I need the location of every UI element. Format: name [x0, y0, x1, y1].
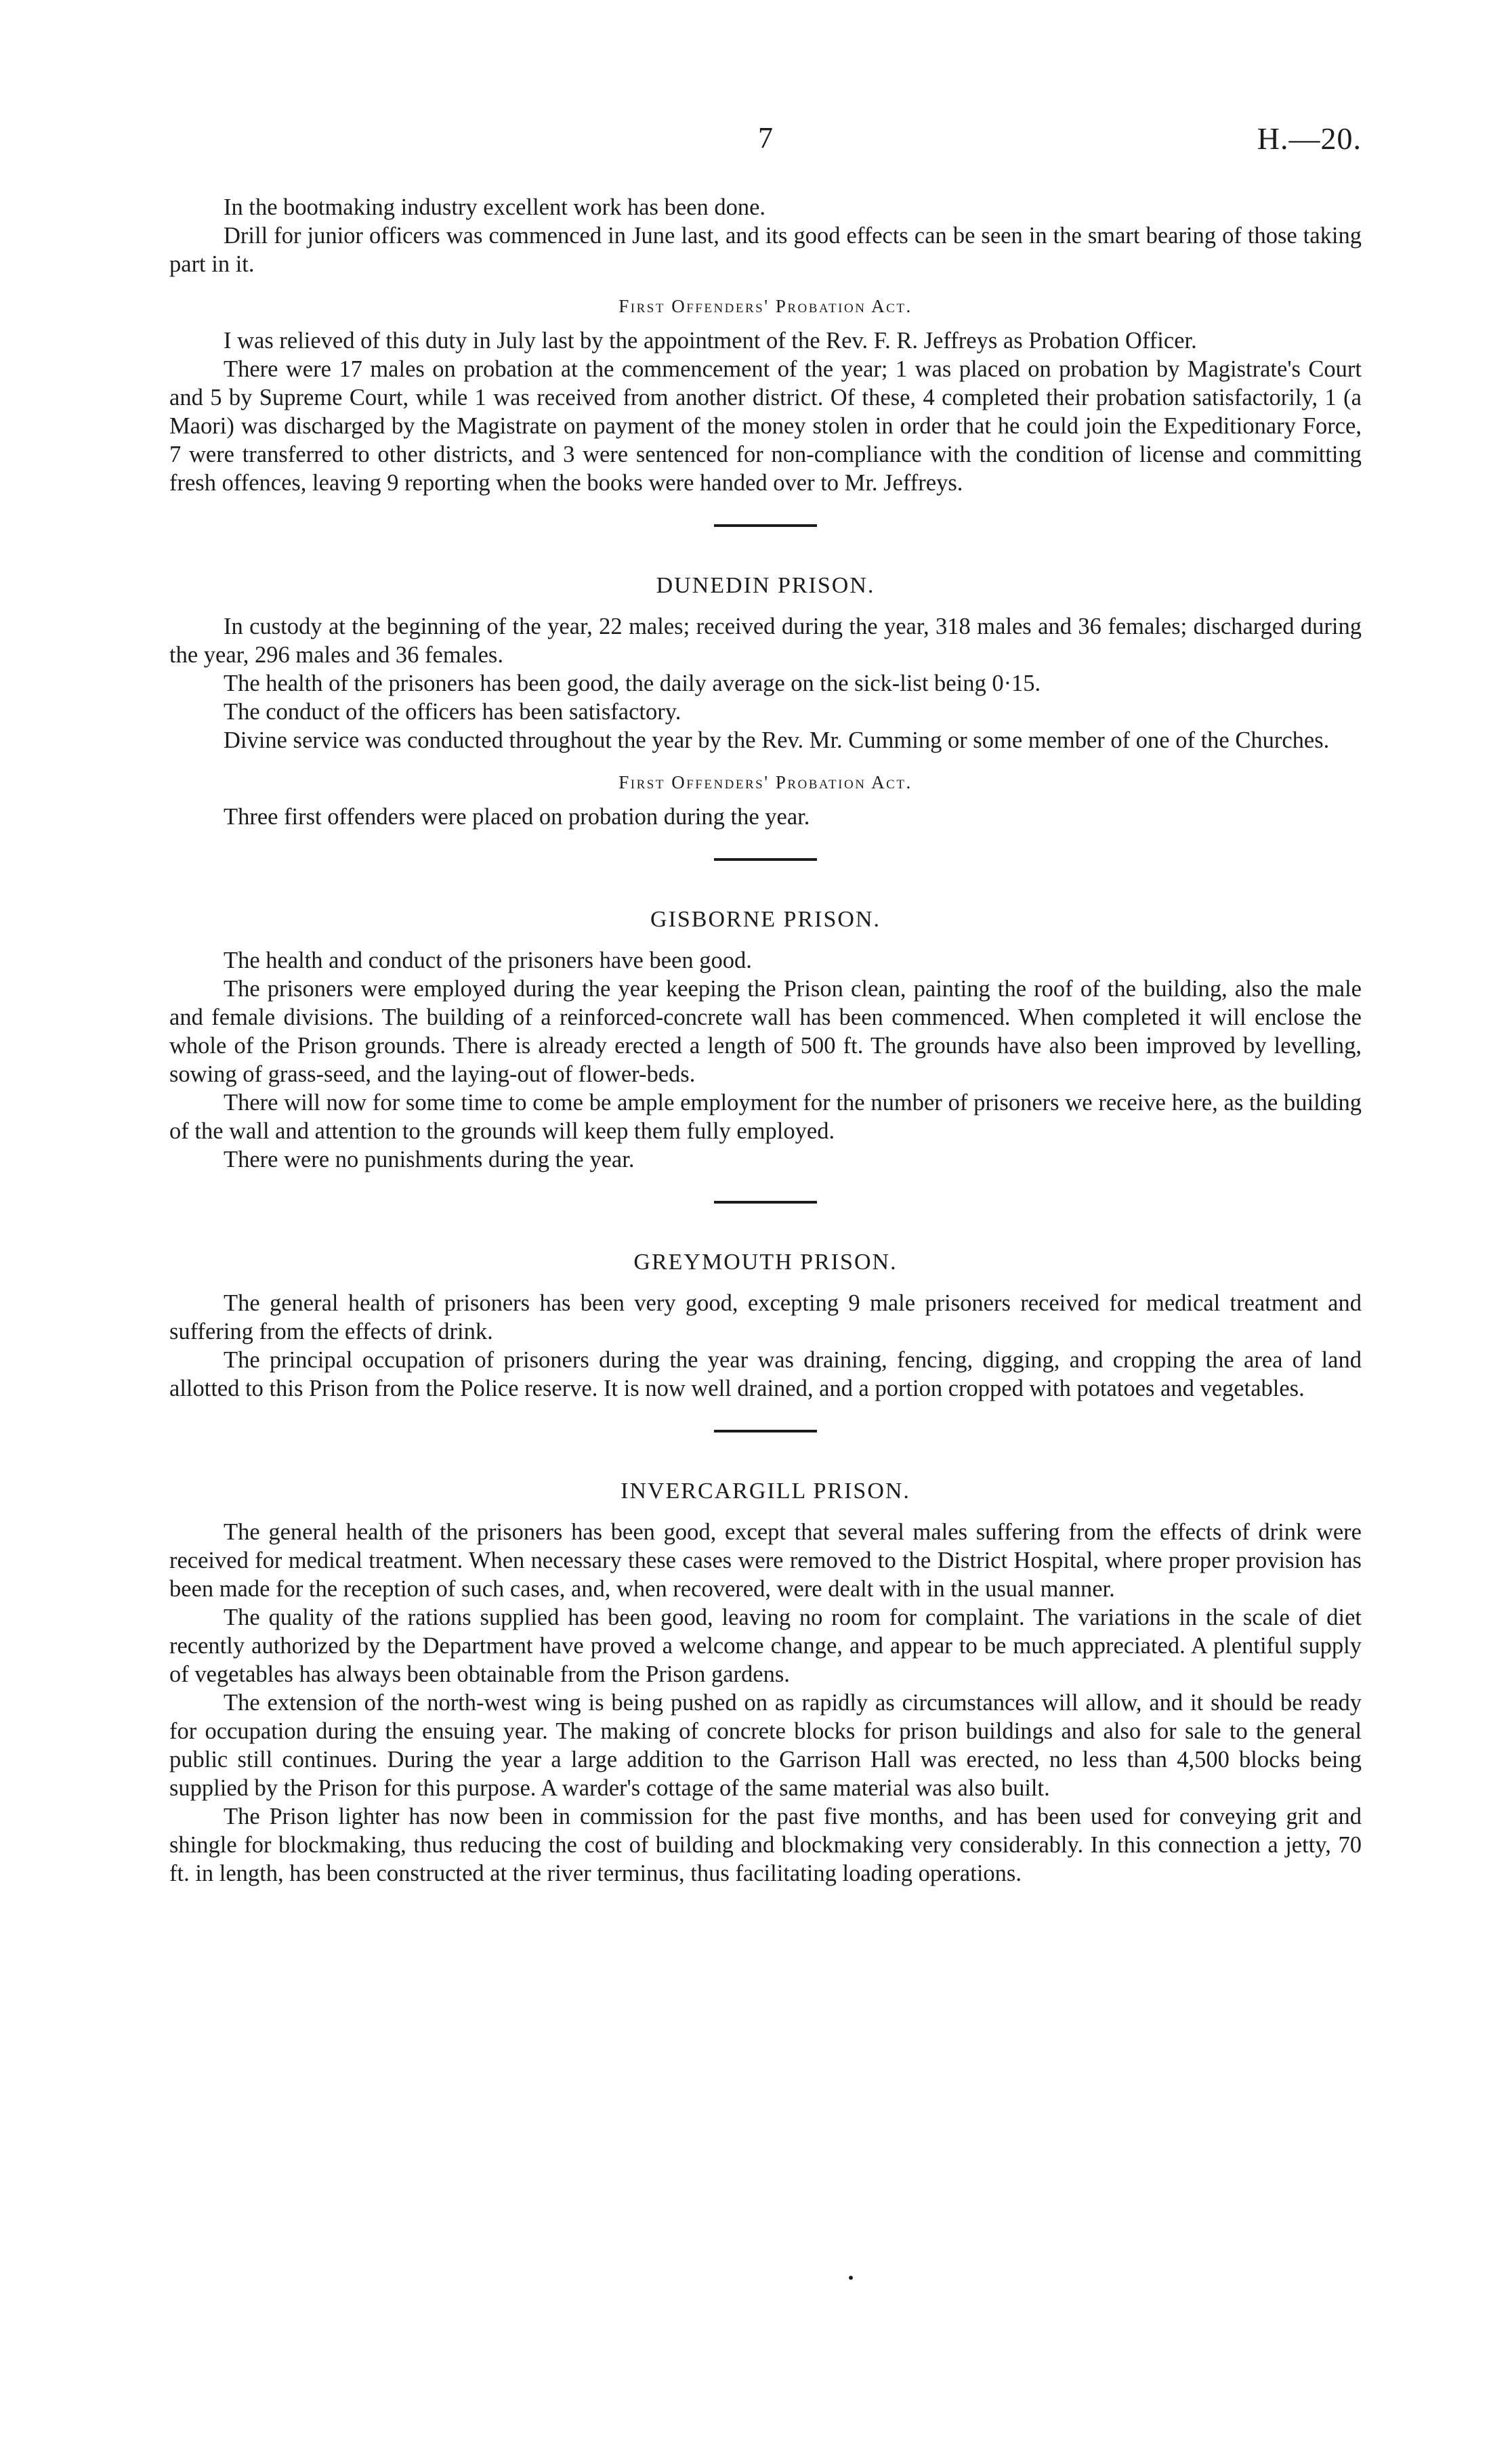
page-header	[169, 121, 1362, 161]
paragraph: The prisoners were employed during the year keeping the Prison clean, painting the roof of the building, also the male and female divisions. The building of a reinforced-concrete wall has been commenced. When completed it will enclose the whole of the Prison grounds. There is already erected a length of 500 ft. The grounds have also been improved by levelling, sowing of grass-seed, and the laying-out of flower-beds.	[169, 976, 1362, 1087]
paragraph: The conduct of the officers has been satisfactory.	[224, 699, 681, 725]
section-heading-dunedin: DUNEDIN PRISON.	[656, 573, 875, 598]
section-divider	[714, 524, 817, 527]
paragraph: The extension of the north-west wing is being pushed on as rapidly as circumstances will allow, and it should be ready for occupation during the ensuing year. The making of concrete blocks for prison buildings and also for sale to the general public still continues. During the year a large addition to the Garrison Hall was erected, no less than 4,500 blocks being supplied by the Prison for this purpose. A warder's cottage of the same material was also built.	[169, 1690, 1362, 1801]
paragraph: The health and conduct of the prisoners have been good.	[224, 948, 752, 973]
paragraph: In the bootmaking industry excellent work has been done.	[224, 194, 766, 220]
section-heading-gisborne: GISBORNE PRISON.	[650, 907, 881, 932]
paragraph: The principal occupation of prisoners during the year was draining, fencing, digging, and cropping the area of land allotted to this Prison from the Police reserve. It is now well drained, and a portion cropped with potatoes and vegetables.	[169, 1347, 1362, 1401]
page-mark	[849, 2276, 853, 2280]
paragraph: Three first offenders were placed on probation during the year.	[224, 804, 810, 830]
paragraph: The quality of the rations supplied has been good, leaving no room for complaint. The variations in the scale of diet recently authorized by the Department have proved a welcome change, and appear to be much appreciated. A plentiful supply of vegetables has always been obtainable from the Prison gardens.	[169, 1605, 1362, 1687]
paragraph: Divine service was conducted throughout the year by the Rev. Mr. Cumming or some member of one of the Churches.	[224, 727, 1330, 753]
paragraph: There were 17 males on probation at the commencement of the year; 1 was placed on probation by Magistrate's Court and 5 by Supreme Court, while 1 was received from another district. Of these, 4 completed their probation satisfactorily, 1 (a Maori) was discharged by the Magistrate on payment of the money stolen in order that he could join the Expeditionary Force, 7 were transferred to other districts, and 3 were sentenced for non-compliance with the condition of license and committing fresh offences, leaving 9 reporting when the books were handed over to Mr. Jeffreys.	[169, 356, 1362, 496]
paragraph: The Prison lighter has now been in commission for the past five months, and has been used for conveying grit and shingle for blockmaking, thus reducing the cost of building and blockmaking very considerably. In this connection a jetty, 70 ft. in length, has been constructed at the river terminus, thus facilitating loading operations.	[169, 1804, 1362, 1886]
paragraph: Drill for junior officers was commenced in June last, and its good effects can be seen in the smart bearing of those taking part in it.	[169, 223, 1362, 277]
page-number: 7	[758, 121, 773, 154]
section-divider	[714, 1201, 817, 1204]
paragraph: The general health of the prisoners has been good, except that several males suffering from the effects of drink were received for medical treatment. When necessary these cases were removed to the District Hospital, where proper provision has been made for the reception of such cases, and, when recovered, were dealt with in the usual manner.	[169, 1519, 1362, 1602]
paragraph: There will now for some time to come be ample employment for the number of prisoners we receive here, as the building of the wall and attention to the grounds will keep them fully employed.	[169, 1090, 1362, 1144]
section-subheading: First Offenders' Probation Act.	[618, 772, 912, 792]
paragraph: The general health of prisoners has been very good, excepting 9 male prisoners received for medical treatment and suffering from the effects of drink.	[169, 1290, 1362, 1344]
paragraph: I was relieved of this duty in July last by the appointment of the Rev. F. R. Jeffreys as Probation Officer.	[224, 328, 1197, 354]
section-divider	[714, 858, 817, 861]
paragraph: In custody at the beginning of the year, 22 males; received during the year, 318 males and 36 females; discharged during the year, 296 males and 36 females.	[169, 614, 1362, 668]
section-heading-invercargill: INVERCARGILL PRISON.	[621, 1479, 910, 1504]
section-subheading: First Offenders' Probation Act.	[618, 296, 912, 316]
section-divider	[714, 1430, 817, 1432]
section-heading-greymouth: GREYMOUTH PRISON.	[633, 1250, 898, 1275]
paragraph: The health of the prisoners has been good, the daily average on the sick-list being 0·15.	[224, 671, 1041, 696]
document-reference: H.—20.	[1257, 121, 1362, 156]
paragraph: There were no punishments during the year.	[224, 1147, 635, 1172]
document-body	[169, 193, 1362, 1888]
